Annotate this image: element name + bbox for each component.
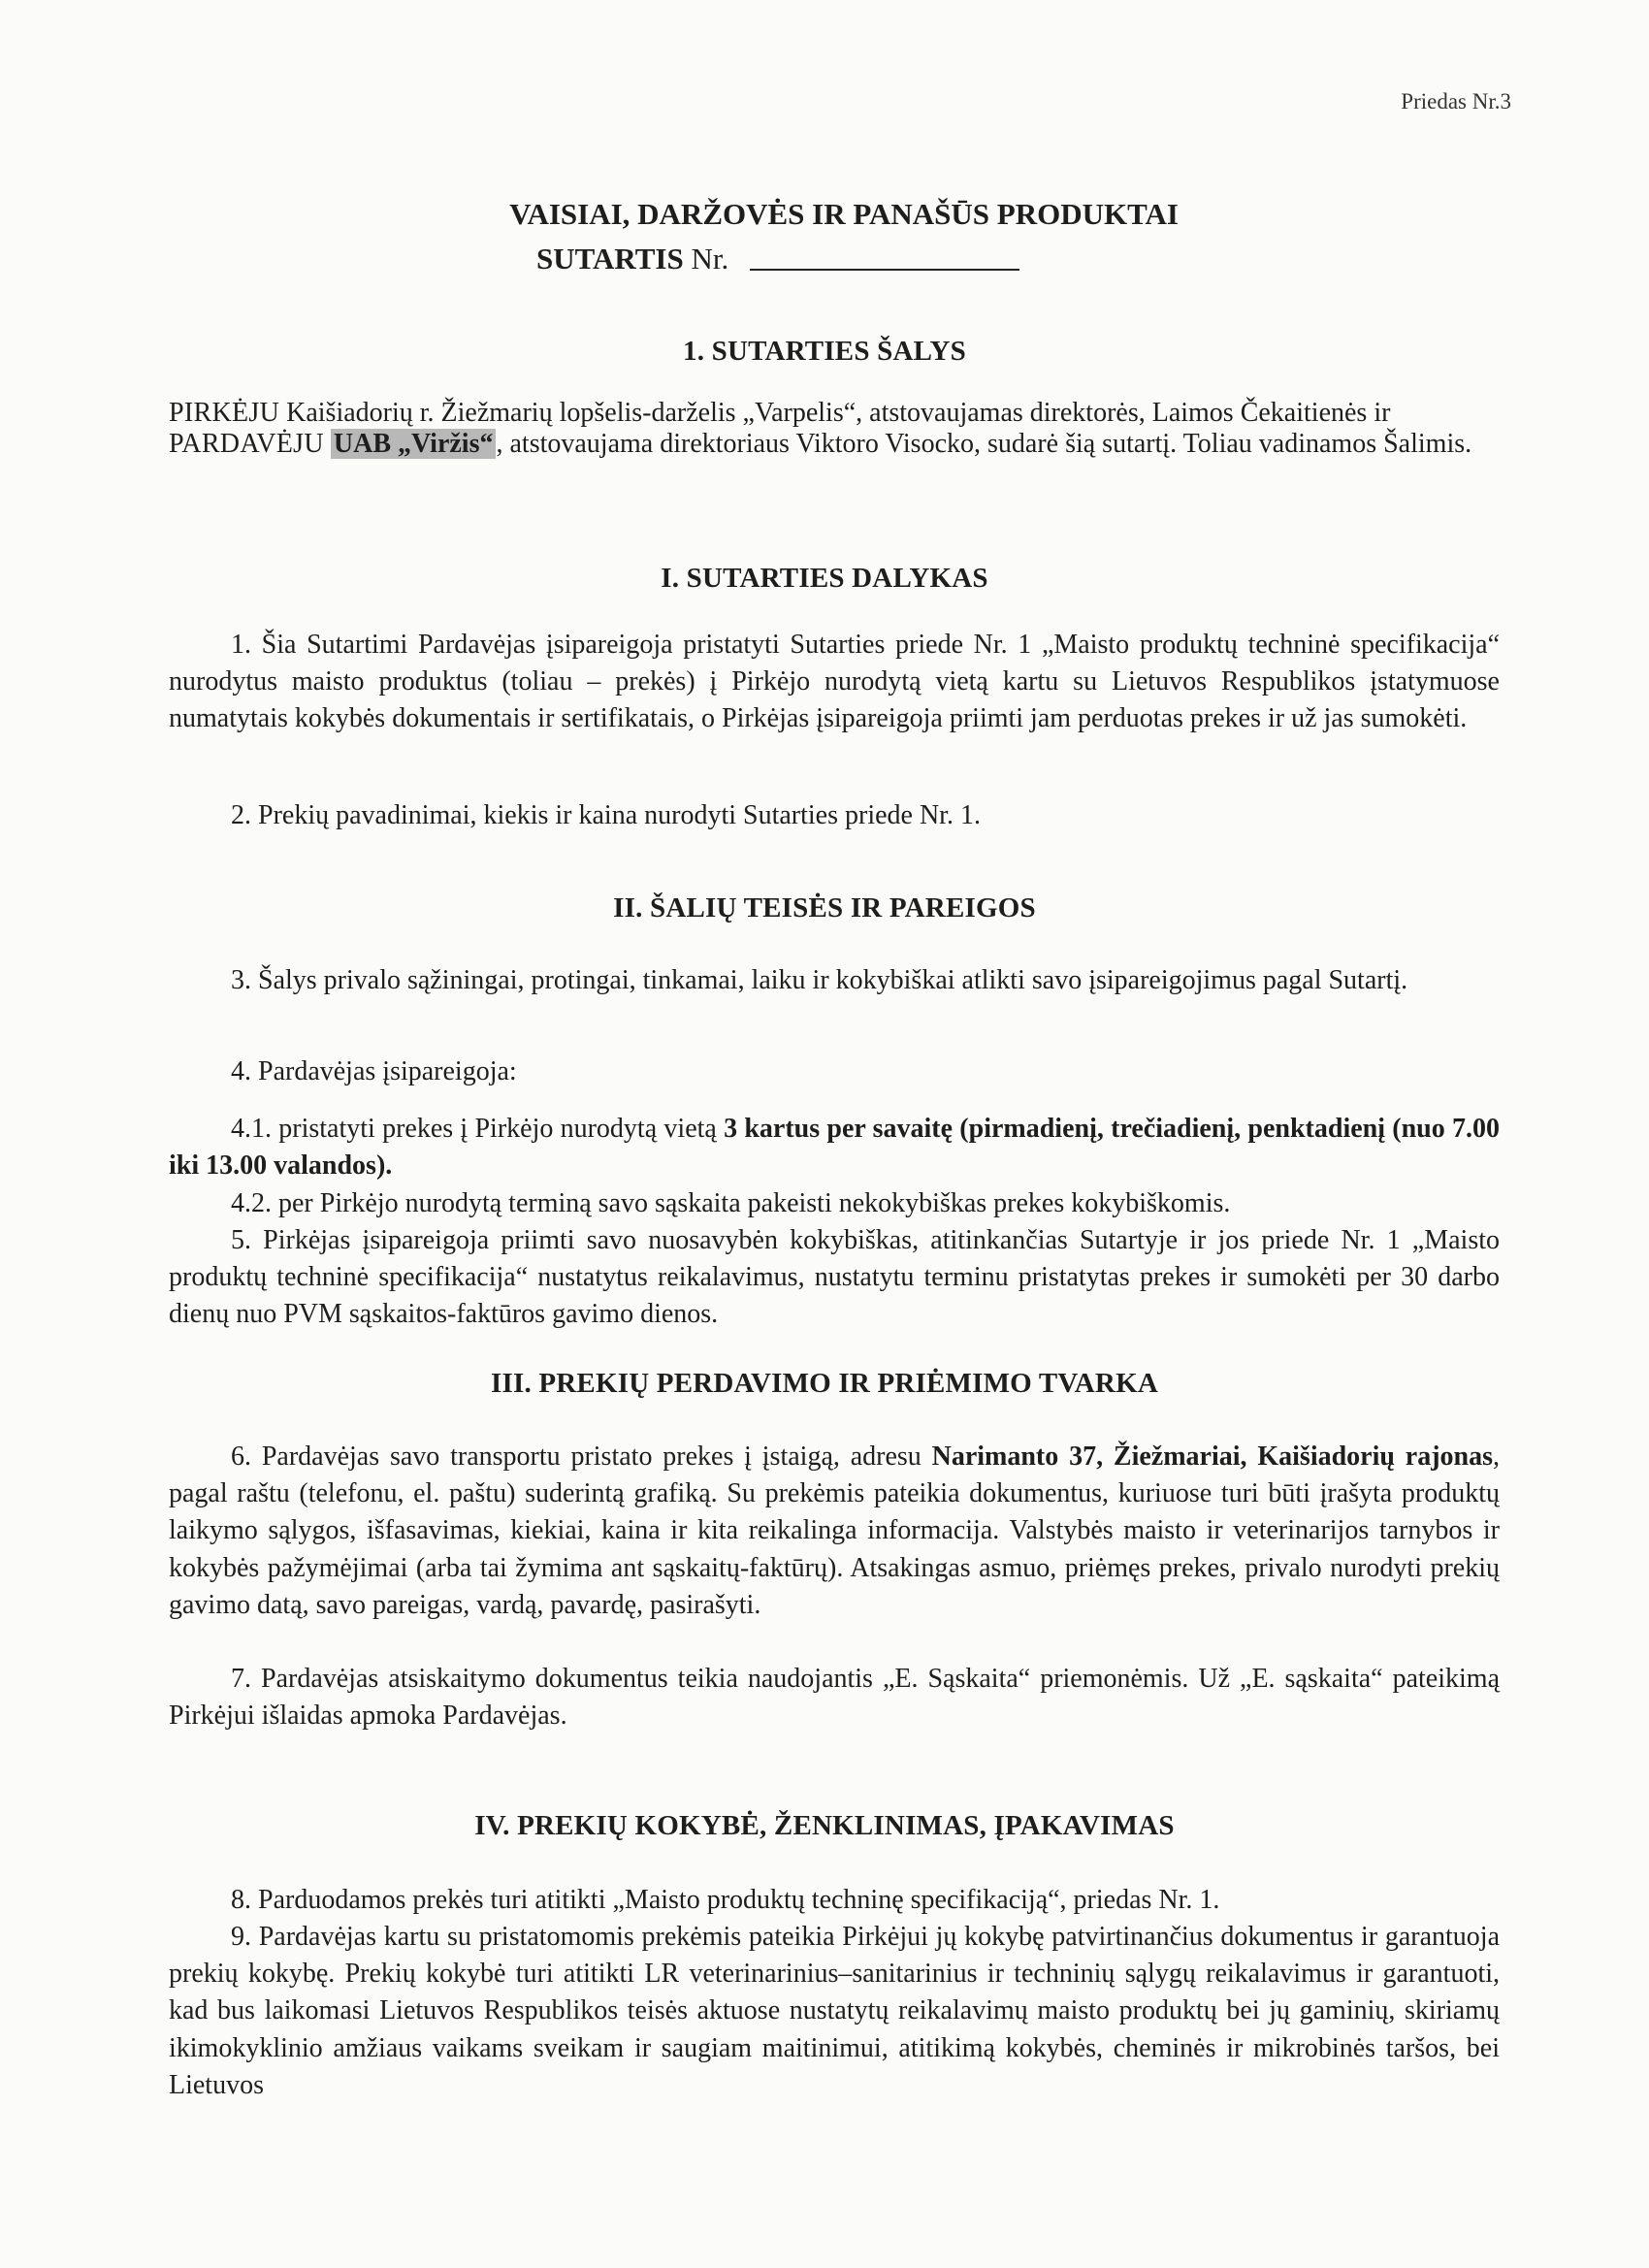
buyer-label: PIRKĖJU <box>169 398 280 428</box>
paragraph-5: 5. Pirkėjas įsipareigoja priimti savo nuosavybėn kokybiškas, atitinkančias Sutartyje ir jos priede Nr. 1 „Maisto produktų techninė specifikacija“ nustatytus reikalavimus, nustatytu terminu pristatytas prekes ir sumokėti per 30 darbo dienų nuo PVM sąskaitos-faktūros gavimo dienos. <box>169 1225 1500 1330</box>
paragraph-9: 9. Pardavėjas kartu su pristatomomis prekėmis pateikia Pirkėjui jų kokybę patvirtinančius dokumentus ir garantuoja prekių kokybę. Prekių kokybė turi atitikti LR veterinarinius–sanitarinius ir techninių sąlygų reikalavimus ir garantuoti, kad bus laikomasi Lietuvos Respublikos teisės aktuose nustatytų reikalavimų maisto produktų bei jų gaminių, skiriamų ikimokyklinio amžiaus vaikams sveikam ir saugiam maitinimui, atitikimą kokybės, cheminės ir mikrobinės taršos, bei Lietuvos <box>169 1922 1500 2100</box>
contract-number-blank <box>750 242 1019 271</box>
heading-section-4: IV. PREKIŲ KOKYBĖ, ŽENKLINIMAS, ĮPAKAVIMAS <box>474 1810 1175 1841</box>
heading-section-3: III. PREKIŲ PERDAVIMO IR PRIĖMIMO TVARKA <box>491 1368 1158 1399</box>
paragraph-7: 7. Pardavėjas atsiskaitymo dokumentus teikia naudojantis „E. Sąskaita“ priemonėmis. Už „E. sąskaita“ pateikimą Pirkėjui išlaidas apmoka Pardavėjas. <box>169 1664 1500 1732</box>
paragraph-6-end: , pagal raštu (telefonu, el. paštu) suderintą grafiką. Su prekėmis pateikia dokumentus, kuriuose turi būti įrašyta produktų laikymo sąlygos, išfasavimas, kiekiai, kaina ir kita reikalinga informacija. Valstybės maisto ir veterinarijos tarnybos ir kokybės pažymėjimai (arba tai žymima ant sąskaitų-faktūrų). Atsakingas asmuo, priėmęs prekes, privalo nurodyti prekių gavimo datą, savo pareigas, vardą, pavardę, pasirašyti. <box>169 1442 1500 1620</box>
heading-section-2: II. ŠALIŲ TEISĖS IR PAREIGOS <box>613 892 1036 923</box>
paragraph-4: 4. Pardavėjas įsipareigoja: <box>231 1056 517 1086</box>
heading-section-1: I. SUTARTIES DALYKAS <box>661 563 988 594</box>
heading-parties: 1. SUTARTIES ŠALYS <box>683 336 966 367</box>
document-title <box>0 192 1649 281</box>
seller-name-highlight: UAB „Viržis“ <box>331 429 497 459</box>
buyer-text: Kaišiadorių r. Žiežmarių lopšelis-darželis „Varpelis“, atstovaujamas direktorės, Laimos Čekaitienės ir <box>286 398 1391 428</box>
paragraph-4-1 <box>169 1111 1500 1184</box>
title-line-1: VAISIAI, DARŽOVĖS IR PANAŠŪS PRODUKTAI <box>509 197 1179 231</box>
paragraph-3: 3. Šalys privalo sąžiningai, protingai, tinkamai, laiku ir kokybiškai atlikti savo įsipareigojimus pagal Sutartį. <box>231 965 1408 995</box>
title-contract-word: SUTARTIS <box>536 242 684 275</box>
paragraph-4-1-text: 4.1. pristatyti prekes į Pirkėjo nurodytą vietą <box>231 1114 725 1144</box>
title-nr-label: Nr. <box>691 242 729 275</box>
paragraph-1: 1. Šia Sutartimi Pardavėjas įsipareigoja pristatyti Sutarties priede Nr. 1 „Maisto produktų techninė specifikacija“ nurodytus maisto produktus (toliau – prekės) į Pirkėjo nurodytą vietą kartu su Lietuvos Respublikos įstatymuose numatytais kokybės dokumentais ir sertifikatais, o Pirkėjas įsipareigoja priimti jam perduotas prekes ir už jas sumokėti. <box>169 630 1500 734</box>
seller-text: , atstovaujama direktoriaus Viktoro Visocko, sudarė šią sutartį. Toliau vadinamos Šalimis. <box>496 429 1472 459</box>
paragraph-6-start: 6. Pardavėjas savo transportu pristato prekes į įstaigą, adresu <box>231 1442 932 1472</box>
paragraph-parties <box>169 398 1500 460</box>
paragraph-8: 8. Parduodamos prekės turi atitikti „Maisto produktų techninę specifikaciją“, priedas Nr. 1. <box>231 1885 1220 1915</box>
annex-label: Priedas Nr.3 <box>1401 89 1511 113</box>
seller-label: PARDAVĖJU <box>169 429 324 459</box>
paragraph-2: 2. Prekių pavadinimai, kiekis ir kaina nurodyti Sutarties priede Nr. 1. <box>231 800 981 830</box>
title-line-2 <box>0 237 1649 281</box>
paragraph-4-2: 4.2. per Pirkėjo nurodytą terminą savo sąskaita pakeisti nekokybiškas prekes kokybiškomis. <box>231 1188 1231 1218</box>
paragraph-6 <box>169 1439 1500 1624</box>
delivery-schedule: 3 kartus per savaitę (pirmadienį, trečiadienį, penktadienį (nuo 7.00 iki 13.00 valandos). <box>169 1114 1500 1182</box>
delivery-address: Narimanto 37, Žiežmariai, Kaišiadorių rajonas <box>931 1442 1493 1472</box>
